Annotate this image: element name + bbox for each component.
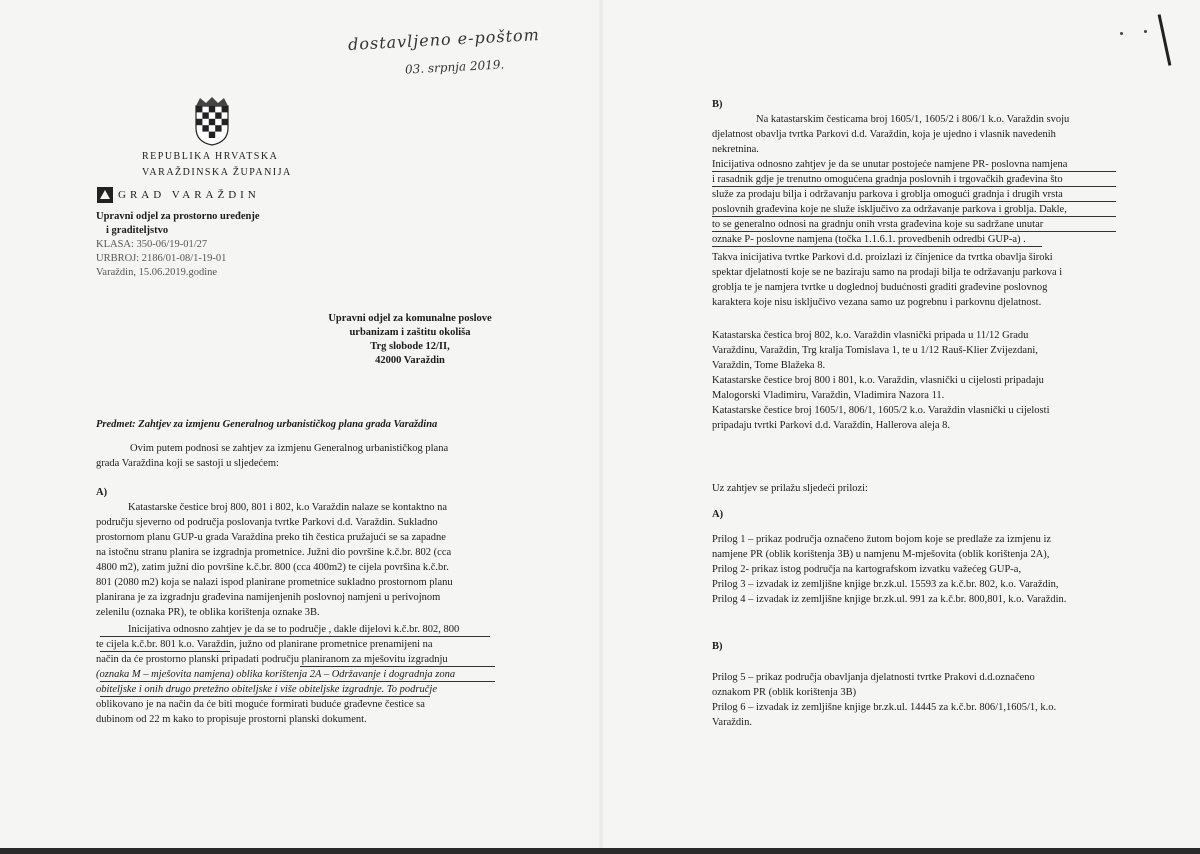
handwritten-date: 03. srpnja 2019. (404, 57, 505, 77)
text-line: Katastarske čestice broj 800, 801 i 802, k.o Varaždin nalaze se kontaktno na (128, 502, 448, 513)
text-line: na istočnu stranu planira se izgradnja prometnice. Južni dio površine k.č.br. 802 (cca (96, 547, 452, 558)
handwritten-underline (100, 696, 430, 697)
text-line: 4800 m2), zatim južni dio površine k.č.br. 800 (cca 400m2) te cijela površina k.č.br. (96, 562, 449, 573)
text-line: to se generalno odnosi na gradnju onih vrsta građevina koje su sadržane unutar (712, 219, 1044, 230)
list-item: oznakom PR (oblik korištenja 3B) (712, 687, 857, 698)
handwritten-underline (100, 636, 490, 637)
text-line: dubinom od 22 m kako to propisuje prostorni planski dokument. (96, 714, 367, 725)
ink-dot (1120, 32, 1123, 35)
text-line: karaktera koje nisu isključivo vezana samo uz pogrebnu i parkovnu djelatnost. (712, 297, 1042, 308)
handwritten-underline (100, 681, 495, 682)
recipient-line3: Trg slobode 12/II, (370, 341, 450, 352)
text-line: Katastarska čestica broj 802, k.o. Varaždin vlasnički pripada u 11/12 Gradu (712, 330, 1029, 341)
date-line: Varaždin, 15.06.2019.godine (96, 267, 218, 278)
header-republika: REPUBLIKA HRVATSKA (142, 151, 279, 162)
list-item: Varaždin. (712, 717, 752, 728)
handwritten-underline (712, 246, 1042, 247)
list-item: Prilog 5 – prikaz područja obavljanja djelatnosti tvrtke Prakovi d.d.označeno (712, 672, 1035, 683)
text-line: Inicijativa odnosno zahtjev je da se to područje , dakle dijelovi k.č.br. 802, 800 (128, 624, 460, 635)
attachments-a-list (712, 532, 1116, 607)
ownership-paragraph (712, 328, 1116, 433)
text-line: području sjeverno od područja poslovanja tvrtke Parkovi d.d. Varaždin. Sukladno (96, 517, 438, 528)
intro-line: grada Varaždina koji se sastoji u sljedećem: (96, 458, 279, 469)
text-line: Na katastarskim česticama broj 1605/1, 1605/2 i 806/1 k.o. Varaždin svoju (756, 114, 1070, 125)
bottom-bar (0, 848, 1200, 854)
city-emblem-icon (96, 186, 114, 204)
list-item: Prilog 6 – izvadak iz zemljišne knjige br.zk.ul. 14445 za k.č.br. 806/1,1605/1, k.o. (712, 702, 1057, 713)
header-grad: GRAD VARAŽDIN (118, 189, 260, 201)
recipient-line1: Upravni odjel za komunalne poslove (328, 313, 492, 324)
section-a-paragraph-2 (96, 622, 501, 727)
text-line: Malogorski Vladimiru, Varaždin, Vladimira Nazora 11. (712, 390, 945, 401)
list-item: Prilog 2- prikaz istog područja na kartografskom izvatku važećeg GUP-a, (712, 564, 1022, 575)
handwritten-underline (860, 201, 1116, 202)
handwritten-underline (712, 171, 1116, 172)
croatian-coat-of-arms-icon (192, 96, 232, 146)
text-line: oznake P- poslovne namjena (točka 1.1.6.1. provedbenih odredbi GUP-a) . (712, 234, 1026, 245)
text-line: 801 (2080 m2) koja se nalazi ispod planirane prometnice sukladno prostornom planu (96, 577, 453, 588)
recipient-line4: 42000 Varaždin (375, 355, 445, 366)
text-line: obiteljske i onih drugo pretežno obiteljske i više obiteljske izgradnje. To područje (96, 684, 438, 695)
text-line: groblja te je namjera tvrtke u doglednoj budućnosti graditi građevine poslovnog (712, 282, 1048, 293)
handwritten-note: dostavljeno e-poštom (347, 24, 541, 55)
text-line: prostornom planu GUP-u grada Varaždina preko tih čestica pružajući se sa zapadne (96, 532, 446, 543)
ink-dot (1144, 30, 1147, 33)
section-b-paragraph-3 (712, 250, 1116, 310)
recipient-line2: urbanizam i zaštitu okoliša (349, 327, 471, 338)
list-item: Prilog 4 – izvadak iz zemljišne knjige br.zk.ul. 991 za k.č.br. 800,801, k.o. Varaždin. (712, 594, 1067, 605)
text-line: pripadaju tvrtki Parkovi d.d. Varaždin, Hallerova aleja 8. (712, 420, 951, 431)
attachments-b-heading: B) (712, 641, 723, 652)
header-odjel-1: Upravni odjel za prostorno uređenje (96, 211, 260, 222)
text-line: spektar djelatnosti koje se ne baziraju samo na prodaji bilja te održavanju parkova i (712, 267, 1063, 278)
text-line: način da će prostorno planski pripadati području planiranom za mješovitu izgradnju (96, 654, 448, 665)
text-line: nekretnina. (712, 144, 759, 155)
handwritten-underline (712, 186, 1116, 187)
klasa: KLASA: 350-06/19-01/27 (96, 239, 208, 250)
text-line: Katastarske čestice broj 800 i 801, k.o. Varaždin, vlasnički u cijelosti pripadaju (712, 375, 1044, 386)
intro-line: Ovim putem podnosi se zahtjev za izmjenu Generalnog urbanističkog plana (130, 443, 449, 454)
list-item: Prilog 3 – izvadak iz zemljišne knjige br.zk.ul. 15593 za k.č.br. 802, k.o. Varaždin, (712, 579, 1059, 590)
text-line: Varaždinu, Varaždin, Trg kralja Tomislava 1, te u 1/12 Rauš-Klier Zvijezdani, (712, 345, 1038, 356)
handwritten-underline (712, 231, 1116, 232)
text-line: služe za prodaju bilja i održavanju parkova i groblja omogući gradnja i drugih vrsta (712, 189, 1063, 200)
text-line: zelenilu (oznaka PR), te oblika korištenja oznake 3B. (96, 607, 320, 618)
text-line: Takva inicijativa tvrtke Parkovi d.d. proizlazi iz činjenice da tvrtka obavlja široki (712, 252, 1053, 263)
urbroj: URBROJ: 2186/01-08/1-19-01 (96, 253, 227, 264)
section-b-paragraph-1 (712, 112, 1116, 157)
list-item: namjene PR (oblik korištenja 3B) u namjenu M-mješovita (oblik korištenja 2A), (712, 549, 1050, 560)
list-item: Prilog 1 – prikaz područja označeno žutom bojom koje se predlaže za izmjenu iz (712, 534, 1052, 545)
text-line: planirana je za izgradnju građevina namijenjenih poslovnoj namjeni u perivojnom (96, 592, 441, 603)
text-line: te cijela k.č.br. 801 k.o. Varaždin, južno od planirane prometnice prenamijeni na (96, 639, 433, 650)
text-line: Varaždin, Tome Blažeka 8. (712, 360, 826, 371)
text-line: Inicijativa odnosno zahtjev je da se unutar postojeće namjene PR- poslovna namjena (712, 159, 1068, 170)
handwritten-underline (300, 666, 495, 667)
page-fold (598, 0, 604, 848)
attachments-b-list (712, 670, 1116, 730)
text-line: i rasadnik gdje je trenutno omogućena gradnja poslovnih i trgovačkih građevina što (712, 174, 1063, 185)
section-b-heading: B) (712, 99, 723, 110)
text-line: poslovnih građevina koje ne služe isključivo za održavanje parkova i groblja. Dakle, (712, 204, 1067, 215)
section-a-paragraph-1 (96, 500, 501, 620)
text-line: oblikovano je na način da će biti moguće formirati buduće građevne čestice sa (96, 699, 425, 710)
attachments-intro: Uz zahtjev se prilažu sljedeći prilozi: (712, 483, 868, 494)
handwritten-underline (712, 216, 1116, 217)
text-line: Katastarske čestice broj 1605/1, 806/1, 1605/2 k.o. Varaždin vlasnički u cijelosti (712, 405, 1050, 416)
text-line: (oznaka M – mješovita namjena) oblika korištenja 2A – Održavanje i dogradnja zona (96, 669, 456, 680)
subject: Predmet: Zahtjev za izmjenu Generalnog urbanističkog plana grada Varaždina (96, 419, 438, 430)
pen-mark (1158, 14, 1172, 65)
text-line: djelatnost obavlja tvrtka Parkovi d.d. Varaždin, koja je ujedno i vlasnik navedenih (712, 129, 1056, 140)
attachments-a-heading: A) (712, 509, 724, 520)
handwritten-underline (100, 651, 230, 652)
header-odjel-2: i graditeljstvo (106, 225, 169, 236)
header-zupanija: VARAŽDINSKA ŽUPANIJA (142, 167, 292, 178)
section-a-heading: A) (96, 487, 108, 498)
